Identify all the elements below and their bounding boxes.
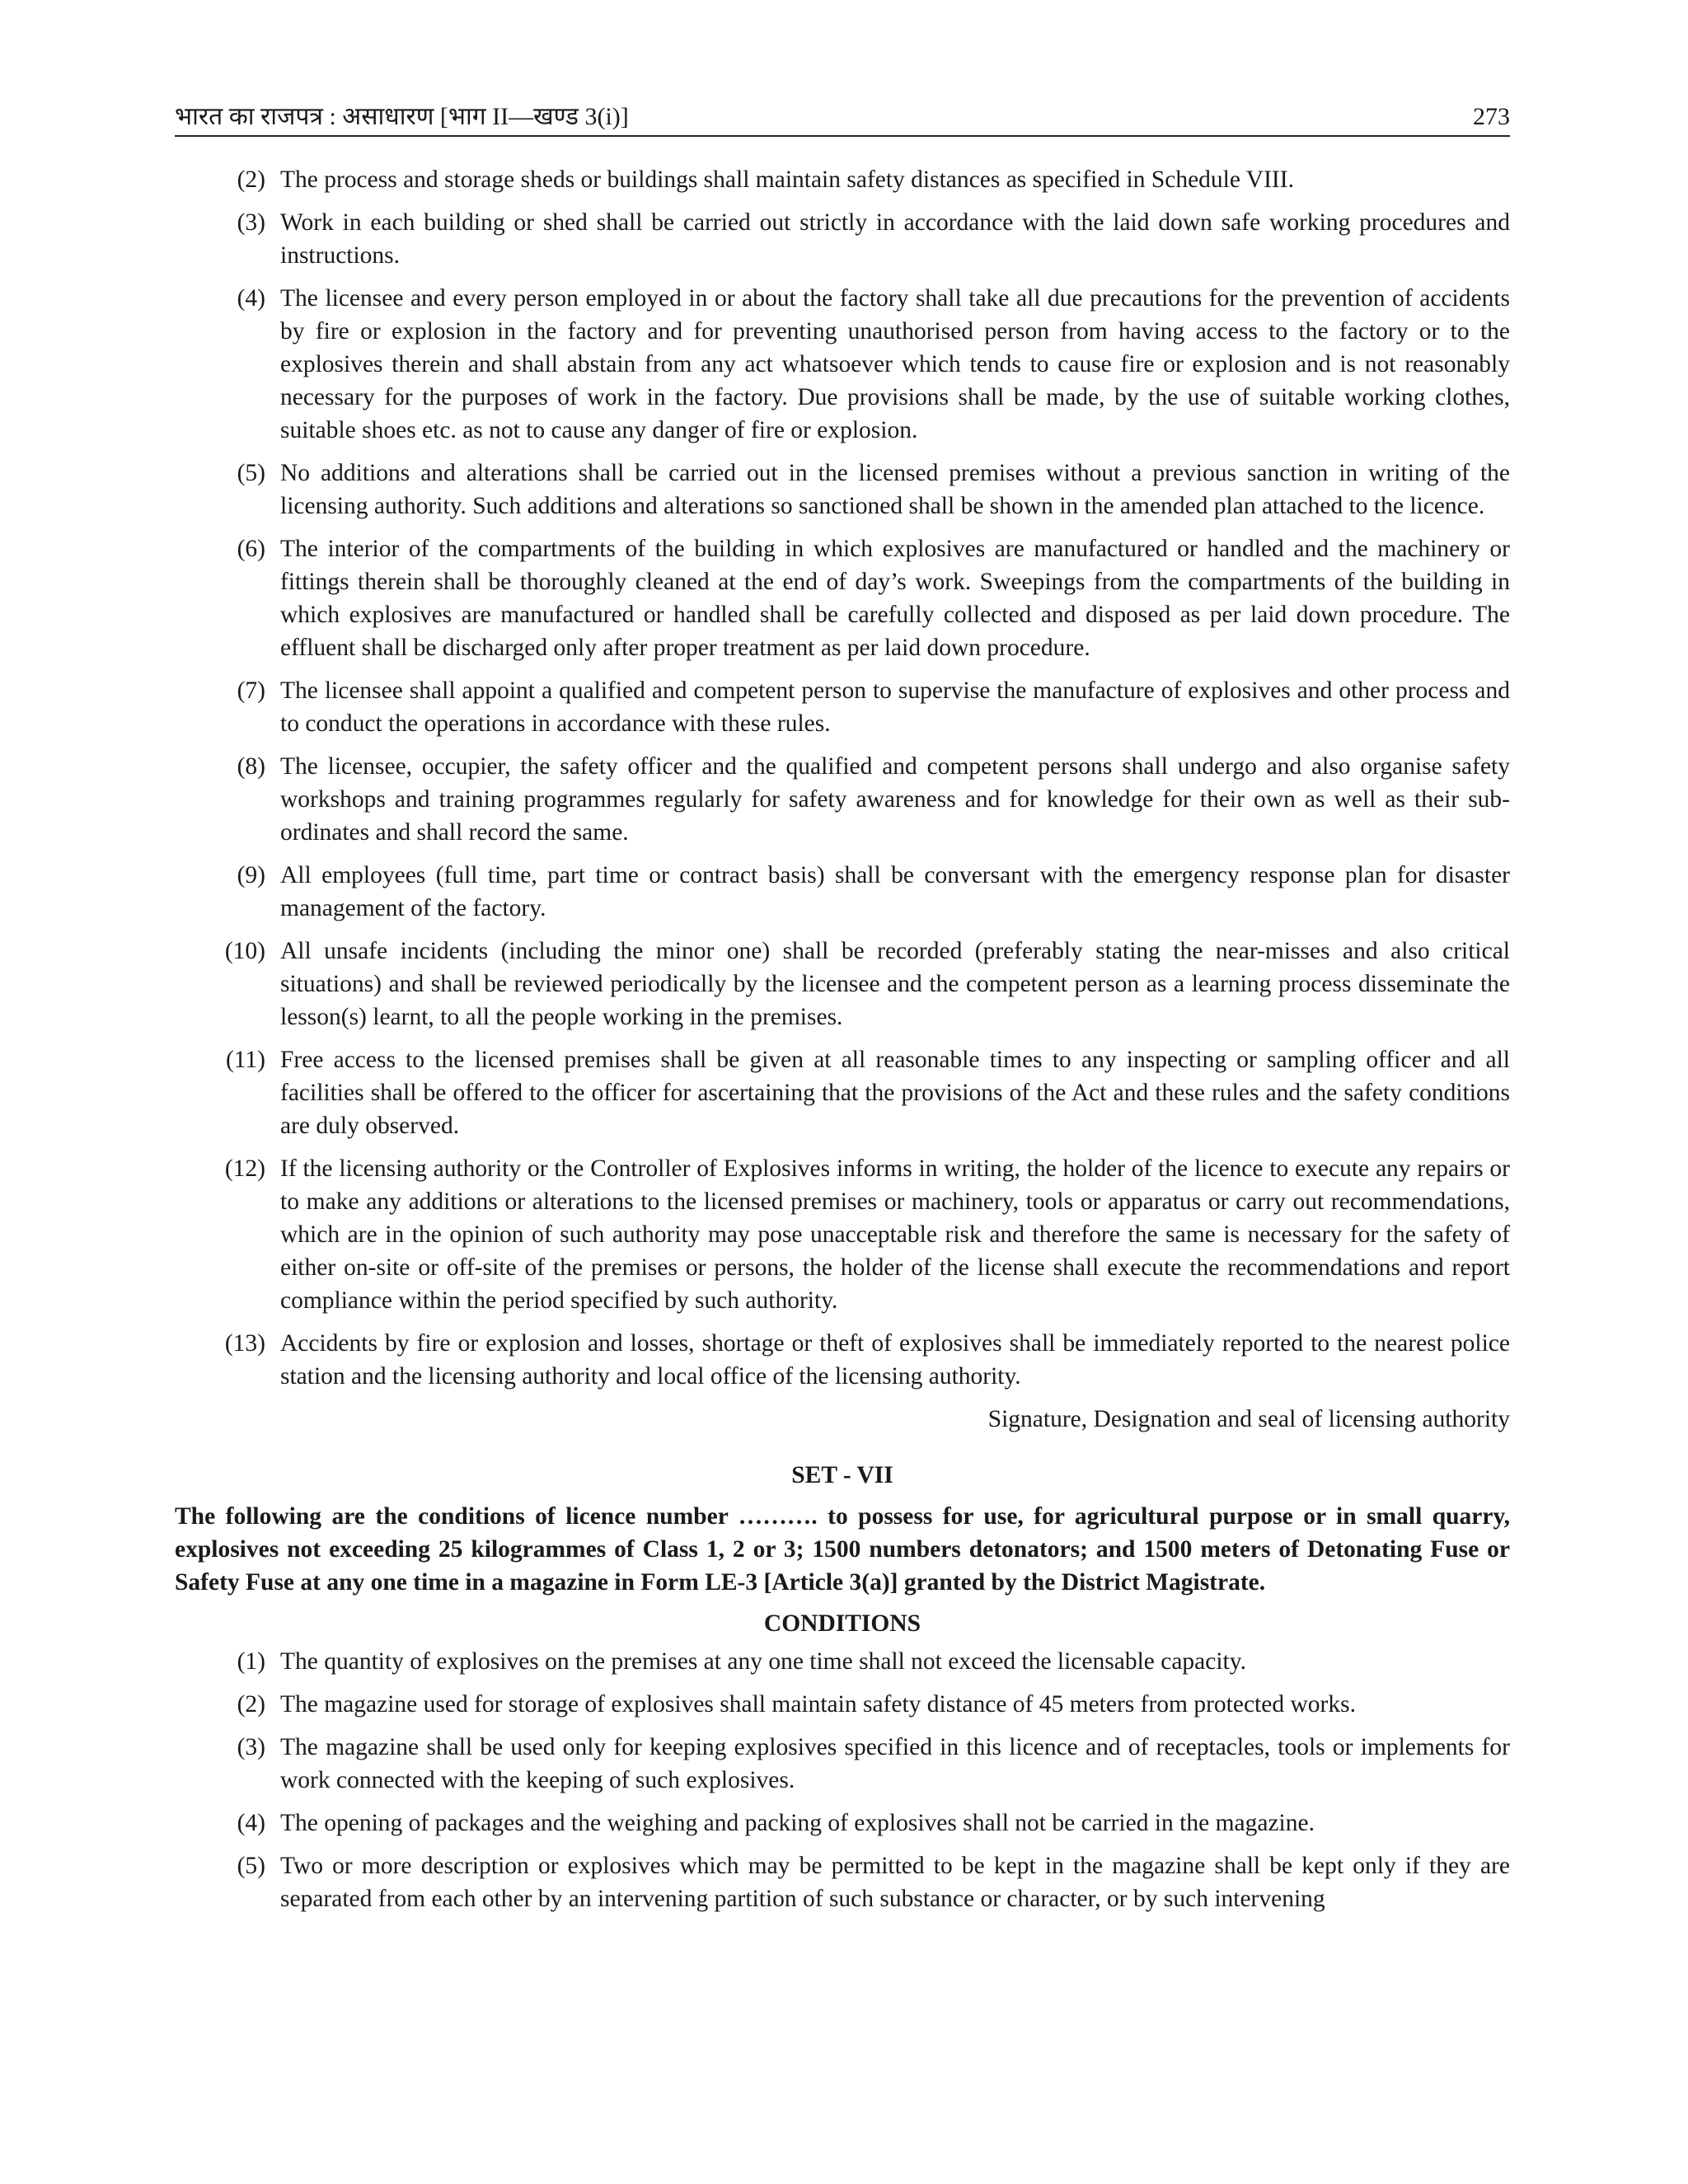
- list-item: [175, 1327, 1510, 1393]
- list-item: [175, 282, 1510, 447]
- running-header: [175, 97, 1510, 137]
- list-item: [175, 674, 1510, 740]
- list-item: [175, 859, 1510, 925]
- list-item-text: All employees (full time, part time or contract basis) shall be conversant with the emergency response plan for disaster management of the factory.: [280, 862, 1510, 921]
- set-intro-paragraph: The following are the conditions of licence number ………. to possess for use, for agricultural purpose or in small quarry, explosives not exceeding 25 kilogrammes of Class 1, 2 or 3; 1500 numbers detonators; and 1500 meters of Detonating Fuse or Safety Fuse at any one time in a magazine in Form LE-3 [Article 3(a)] granted by the District Magistrate.: [175, 1503, 1510, 1596]
- list-item-number: (12): [224, 1155, 265, 1182]
- list-item: [175, 1043, 1510, 1142]
- list-item-number: (2): [237, 1691, 265, 1718]
- list-item: [175, 206, 1510, 272]
- list-item-number: (10): [224, 938, 265, 964]
- list-item-text: Two or more description or explosives which may be permitted to be kept in the magazine shall be kept only if they are separated from each other by an intervening partition of such substance or character, or by such intervening: [280, 1853, 1510, 1912]
- list-item-number: (5): [237, 1853, 265, 1879]
- list-item-text: The magazine used for storage of explosives shall maintain safety distance of 45 meters from protected works.: [280, 1691, 1356, 1718]
- list-item-number: (6): [237, 536, 265, 562]
- list-item-text: All unsafe incidents (including the minor one) shall be recorded (preferably stating the near-misses and also critical situations) and shall be reviewed periodically by the licensee and the competent person as a learning process disseminate the lesson(s) learnt, to all the people working in the premises.: [280, 938, 1510, 1030]
- list-item-number: (13): [224, 1330, 265, 1357]
- list-item: [175, 935, 1510, 1033]
- list-item-text: The licensee, occupier, the safety officer and the qualified and competent persons shall undergo and also organise safety workshops and training programmes regularly for safety awareness and for knowledge for their own as well as their sub-ordinates and shall record the same.: [280, 753, 1510, 846]
- list-item-number: (5): [237, 460, 265, 486]
- list-item: [175, 1688, 1510, 1721]
- list-item-number: (3): [237, 1734, 265, 1760]
- list-item-number: (2): [237, 166, 265, 193]
- list-item-number: (4): [237, 1810, 265, 1836]
- list-item-number: (7): [237, 677, 265, 704]
- list-item-number: (8): [237, 753, 265, 780]
- signature-line: Signature, Designation and seal of licensing authority: [987, 1406, 1510, 1432]
- set-heading: SET - VII: [791, 1462, 893, 1488]
- conditions-list: [175, 1645, 1510, 1915]
- list-item: [175, 1152, 1510, 1317]
- list-item-text: The process and storage sheds or buildings shall maintain safety distances as specified in Schedule VIII.: [280, 166, 1294, 193]
- list-item-text: No additions and alterations shall be carried out in the licensed premises without a previous sanction in writing of the licensing authority. Such additions and alterations so sanctioned shall be shown in the amended plan attached to the licence.: [280, 460, 1510, 519]
- list-item: [175, 163, 1510, 196]
- list-item: [175, 457, 1510, 523]
- list-item: [175, 532, 1510, 664]
- list-item-text: The quantity of explosives on the premises at any one time shall not exceed the licensable capacity.: [280, 1648, 1246, 1675]
- header-publication-title: भारत का राजपत्र : असाधारण [भाग II—खण्ड 3(i)]: [175, 103, 629, 130]
- list-item-number: (4): [237, 285, 265, 312]
- list-item-text: The interior of the compartments of the building in which explosives are manufactured or handled and the machinery or fittings therein shall be thoroughly cleaned at the end of day’s work. Sweepings from the compartments of the building in which explosives are manufactured or handled shall be carefully collected and disposed as per laid down procedure. The effluent shall be discharged only after proper treatment as per laid down procedure.: [280, 536, 1510, 661]
- conditions-list-continued: [175, 163, 1510, 1393]
- list-item-number: (9): [237, 862, 265, 888]
- list-item-text: Accidents by fire or explosion and losses, shortage or theft of explosives shall be immediately reported to the nearest police station and the licensing authority and local office of the licensing authority.: [280, 1330, 1510, 1390]
- header-rule: [175, 135, 1510, 137]
- list-item: [175, 1807, 1510, 1840]
- list-item-number: (1): [237, 1648, 265, 1675]
- list-item-text: The licensee shall appoint a qualified and competent person to supervise the manufacture of explosives and other process and to conduct the operations in accordance with these rules.: [280, 677, 1510, 737]
- list-item-text: The magazine shall be used only for keeping explosives specified in this licence and of receptacles, tools or implements for work connected with the keeping of such explosives.: [280, 1734, 1510, 1793]
- list-item: [175, 1731, 1510, 1797]
- list-item: [175, 750, 1510, 849]
- list-item: [175, 1645, 1510, 1678]
- list-item-text: The opening of packages and the weighing and packing of explosives shall not be carried in the magazine.: [280, 1810, 1315, 1836]
- list-item-number: (3): [237, 209, 265, 236]
- list-item-number: (11): [225, 1047, 265, 1073]
- list-item-text: The licensee and every person employed in or about the factory shall take all due precautions for the prevention of accidents by fire or explosion in the factory and for preventing unauthorised person from having access to the factory or to the explosives therein and shall abstain from any act whatsoever which tends to cause fire or explosion and is not reasonably necessary for the purposes of work in the factory. Due provisions shall be made, by the use of suitable working clothes, suitable shoes etc. as not to cause any danger of fire or explosion.: [280, 285, 1510, 443]
- list-item-text: Free access to the licensed premises shall be given at all reasonable times to any inspecting or sampling officer and all facilities shall be offered to the officer for ascertaining that the provisions of the Act and these rules and the safety conditions are duly observed.: [280, 1047, 1510, 1139]
- conditions-heading: CONDITIONS: [763, 1610, 921, 1637]
- page-number: 273: [1473, 103, 1510, 130]
- list-item-text: If the licensing authority or the Controller of Explosives informs in writing, the holder of the licence to execute any repairs or to make any additions or alterations to the licensed premises or machinery, tools or apparatus or carry out recommendations, which are in the opinion of such authority may pose unacceptable risk and therefore the same is necessary for the safety of either on-site or off-site of the premises or persons, the holder of the license shall execute the recommendations and report compliance within the period specified by such authority.: [280, 1155, 1510, 1314]
- page-body: [175, 163, 1510, 1925]
- list-item: [175, 1849, 1510, 1915]
- list-item-text: Work in each building or shed shall be carried out strictly in accordance with the laid down safe working procedures and instructions.: [280, 209, 1510, 269]
